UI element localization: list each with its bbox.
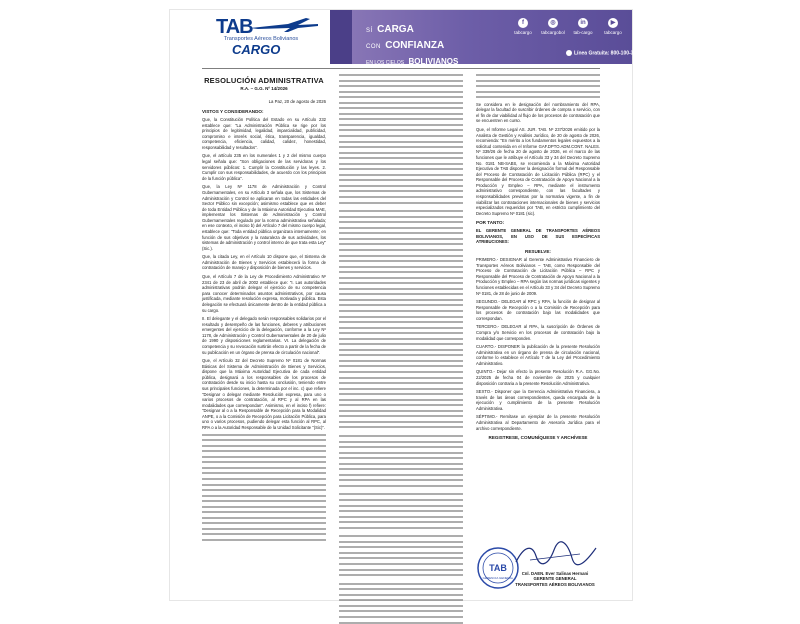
instagram-label: tabcargobol (541, 30, 565, 35)
paragraph: Se considera en le designación del nombramiento del RPA, delegar la facultad de suscribir órdenes de compra o servicio, con el fin de dar viabilidad al flujo de los procesos de contratación que se encuentren en curso. (476, 101, 600, 124)
signatory-name: Cnl. DAEN. Ever Salinas Hernani (521, 571, 589, 576)
text-lines (476, 74, 600, 98)
youtube-icon: ▶ (608, 18, 618, 28)
article-cuarto: CUARTO.- DISPONER la publicación de la presente Resolución Administrativa en un órgano de prensa de circulación nacional, conforme lo establece el Artículo 7 de la Ley del Procedimiento Administrativo. (476, 344, 600, 366)
header-banner (170, 10, 640, 66)
column-2 (339, 74, 463, 594)
stamp-text: TAB (489, 563, 507, 573)
linkedin-link[interactable] (568, 18, 598, 35)
logo-tab-text: TAB (216, 16, 253, 38)
resuelve-heading: RESUELVE: (525, 249, 551, 255)
instagram-icon: ◎ (548, 18, 558, 28)
column-1 (202, 74, 326, 594)
paragraph: Que, el Informe Legal AS. JUR. TAB. Nº 237/2026 emitido por la Analista de Gestión y Análisis Jurídico, de 20 de agosto de 2026, recomienda: "En mérito a los fundamentos legales expuestos a la solicitud contenida en el Informe GAF.DPTO.ADM.CONT. NALES. Nº 339/26 de fecha 20 de agosto de 2026, en el marco de las funciones que le atribuye el Artículo 33 y 34 del Decreto Supremo No. 0181 NB-SABS, se recomienda a la Máxima Autoridad Ejecutiva de TAB disponer la designación formal del Responsable del Proceso de Contratación de Licitación Pública (RPC) y el Responsable del Proceso de Contratación de Apoyo Nacional a la Producción y Empleo – RPA, mediante el instrumento administrativo correspondiente, con las facultades y responsabilidades previstas por la normativa vigente, a fin de viabilizar las contrataciones internacionales de bienes y servicios especializados requeridos por TAB, en estricto cumplimiento del Decreto Supremo Nº 0181 (sic). (476, 127, 600, 216)
text-lines (202, 434, 326, 541)
youtube-label: tabcargo (604, 30, 622, 35)
paragraph: Que, el Artículo 7 de la Ley de Procedimiento Administrativo Nº 2341 de 23 de abril de 2002 establece que: "I. Las autoridades administrativas podrán delegar el ejercicio de su competencia para conocer determinados asuntos administrativos, por causa justificada, mediante resolución expresa, motivada y pública. Esta delegación se efectuará únicamente dentro de la entidad pública a su cargo. (202, 274, 326, 313)
closing-formula: REGISTRESE, COMUNÍQUESE Y ARCHÍVESE (488, 435, 588, 441)
logo-cargo-text: CARGO (232, 42, 281, 57)
document-page (170, 10, 640, 600)
hotline[interactable] (566, 50, 639, 56)
signatory-organization: TRANSPORTES AÉREOS BOLIVIANOS (515, 581, 595, 587)
article-septimo: SÉPTIMO.- Remítase un ejemplar de la presente Resolución Administrativa al Departamento de Asesoría Jurídica para el archivo correspondiente. (476, 414, 600, 431)
paragraph: Que, la citada Ley, en el Artículo 10 dispone que, el Sistema de Administración de Bienes y Servicios establecerá la forma de contratación de manejo y disposición de bienes y servicios. (202, 254, 326, 271)
hotline-text: Línea Gratuita: 800-100-333 (574, 50, 640, 57)
slogan (366, 20, 458, 68)
article-segundo: SEGUNDO.- DELEGAR al RPC y RPA, la función de designar al Responsable de Recepción o a la Comisión de Recepción para los procesos de contratación bajo las modalidades que correspondan. (476, 299, 600, 321)
banner-person-photo (330, 10, 352, 64)
article-tercero: TERCERO.- DELEGAR al RPA, la suscripción de Órdenes de Compra y/o Servicio en los procesos de contratación bajo la modalidad que corresponden. (476, 324, 600, 341)
slogan-bolivianos: BOLIVIANOS (408, 57, 459, 66)
article-sexto: SEXTO.- Disponer que la Gerencia Administrativa Financiera, a través de las áreas correspondientes, queda encargada de la ejecución y cumplimiento de la presente Resolución Administrativa. (476, 389, 600, 411)
tab-cargo-logo (200, 14, 320, 60)
linkedin-icon: in (578, 18, 588, 28)
facebook-icon: f (518, 18, 528, 28)
instagram-link[interactable] (538, 18, 568, 35)
slogan-con: CON (366, 44, 381, 50)
article-quinto: QUINTO.- Dejar sin efecto la presente Resolución R.A. GG.No. 22/2025 de fecha 04 de noviembre de 2025 y cualquier disposición contraria a la presente Resolución Administrativa. (476, 369, 600, 386)
paragraph: Que, el artículo 235 en los numerales 1 y 2 del mismo cuerpo legal señala que: "Son obligaciones de las servidoras y los servidores públicos: 1. Cumplir la Constitución y las leyes. 2. Cumplir con sus responsabilidades, de acuerdo con los principios de la función pública". (202, 153, 326, 181)
facebook-link[interactable] (508, 18, 538, 35)
airplane-icon (248, 16, 320, 34)
stamp-subtext: GERENCIA GENERAL (482, 576, 514, 580)
youtube-link[interactable] (598, 18, 628, 35)
column-3 (476, 74, 600, 594)
ad-banner (330, 10, 640, 66)
paragraph: II. El delegante y el delegado serán responsables solidarios por el resultado y desempeño de las funciones, deberes y atribuciones emergentes del ejercicio de la delegación, conforme a la Ley Nº 1178, de Administración y Control Gubernamentales de 20 de julio de 1990 y disposiciones reglamentarias. VI. La delegación de competencia y su revocación surtirán efecto a partir de la fecha de su publicación en un órgano de prensa de circulación nacional". (202, 316, 326, 355)
signature-block (510, 571, 600, 587)
text-lines (339, 74, 463, 624)
paragraph: Que, la Constitución Política del Estado en su Artículo 232 establece que: "La Administración Pública se rige por los principios de legitimidad, legalidad, imparcialidad, publicidad, compromiso e interés social, ética, transparencia, igualdad, competencia, eficiencia, calidad, calidez, honestidad, responsabilidad y resultados". (202, 117, 326, 150)
paragraph: Que, el Artículo 32 del Decreto Supremo Nº 0181 de Normas Básicas del Sistema de Administración de Bienes y Servicios, dispone que la Máxima Autoridad Ejecutiva de cada entidad pública, designará a los responsables de los procesos de contratación desde su inicio hasta su conclusión, teniendo entre sus principales funciones, la determinada por el inc. c) que refiere "Designar o delegar mediante Resolución expresa, para uno o varios procesos de contratación, al RPC y al RPA en las modalidades que correspondan". Asimismo, en el inciso f) refiere: "Designar al o a la Responsable de Recepción para la Modalidad ANPE, o a la Comisión de Recepción para Licitación Pública, para uno o varios procesos, pudiendo delegar esta función al RPC, al RPA o a la Autoridad Responsable de la Unidad Solicitante "(Sic)". (202, 358, 326, 431)
paragraph: Que, la Ley Nº 1178 de Administración y Control Gubernamentales, en su Artículo 3 señala que, los Sistemas de Administración y Control se aplicaran en todas las entidades del Sector Público sin excepción; asimismo establece que es deber de toda Entidad Pública y de la Máxima Autoridad Ejecutiva MAE, implementar los Sistemas de Administración y Control Gubernamentales regulado por la norma administrativa señalada; en ese contexto, el inciso b) del Artículo 7 del mismo cuerpo legal, establece que: "Toda entidad pública organizara internamente; en función de sus objetivos y la naturaleza de sus actividades, los sistemas de administración y control interno de que trata esta Ley" (Sic.). (202, 184, 326, 251)
resolution-intro: EL GERENTE GENERAL DE TRANSPORTES AÉREOS BOLIVIANOS, EN USO DE SUS ESPECÍFICAS ATRIBUCIONES: (476, 228, 600, 245)
por-tanto-heading: POR TANTO: (476, 220, 505, 226)
document-date: La Paz, 20 de agosto de 2026 (268, 99, 326, 104)
handwritten-signature (510, 540, 600, 570)
slogan-si: SÍ (366, 28, 373, 34)
article-primero: PRIMERO.- DESIGNAR al Gerente Administrativo Financiero de Transportes Aéreos Bolivianos – TAB, como Responsable del Proceso de Contratación de Licitación Pública – RPC y Responsable del Proceso de Contratación de Apoyo Nacional a la Producción y Empleo – RPA según las normas jurídicas vigentes y funciones establecidas en el Artículo 33 y 34 del Decreto Supremo Nº 0181, de 28 de junio de 2009. (476, 257, 600, 296)
considering-heading: VISTOS Y CONSIDERANDO: (202, 109, 264, 114)
phone-icon (566, 50, 572, 56)
header-divider (202, 68, 600, 69)
facebook-label: tabcargo (514, 30, 532, 35)
slogan-carga: CARGA (377, 24, 414, 35)
signatory-title: GERENTE GENERAL (533, 576, 577, 582)
slogan-cielos: EN LOS CIELOS (366, 60, 405, 66)
linkedin-label: tab-cargo (573, 30, 593, 35)
logo-subtitle: Transportes Aéreos Bolivianos (223, 36, 299, 42)
slogan-confianza: CONFIANZA (385, 40, 445, 51)
document-title: RESOLUCIÓN ADMINISTRATIVA (204, 76, 324, 85)
resolution-number: R.A. – G.G. Nº 14/2026 (240, 86, 288, 91)
